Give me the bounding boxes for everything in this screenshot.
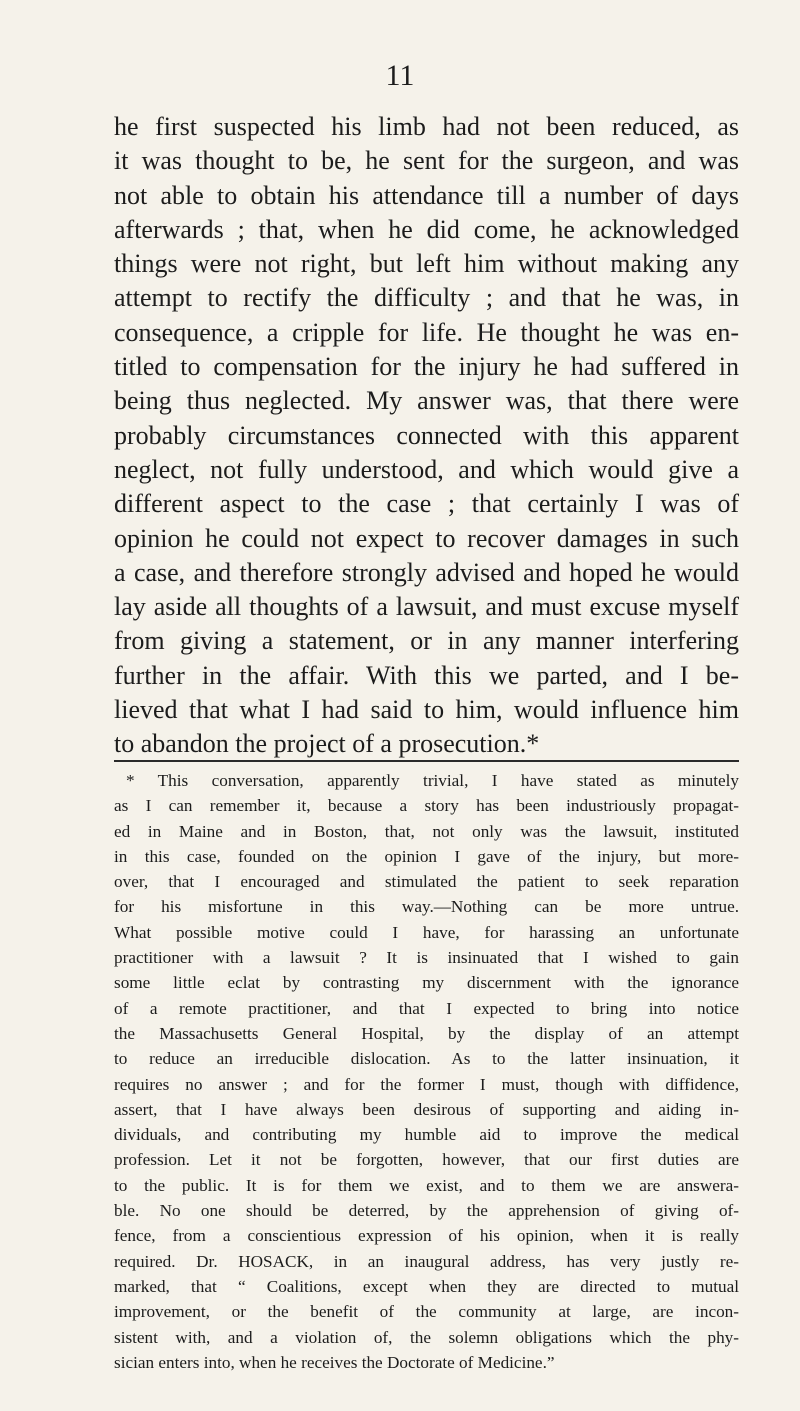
text-line: afterwards ; that, when he did come, he acknowledged [114,214,739,244]
footnote-line: sistent with, and a violation of, the solemn obligations which the phy- [114,1327,739,1347]
text-line: from giving a statement, or in any manner interfering [114,626,739,656]
text-line: neglect, not fully understood, and which would give a [114,454,739,484]
footnote-line: assert, that I have always been desirous of supporting and aiding in- [114,1099,739,1119]
footnote-line: required. Dr. HOSACK, in an inaugural address, has very justly re- [114,1251,739,1271]
footnote [114,768,739,1375]
footnote-divider [114,760,739,762]
text-line: lieved that what I had said to him, would influence him [114,695,739,725]
text-line: it was thought to be, he sent for the surgeon, and was [114,146,739,176]
footnote-line: * This conversation, apparently trivial, I have stated as minutely [126,771,739,790]
text-line: to abandon the project of a prosecution.* [114,729,540,759]
page-number: 11 [385,59,415,92]
text-line: lay aside all thoughts of a lawsuit, and must excuse myself [114,592,739,622]
footnote-line: profession. Let it not be forgotten, however, that our first duties are [114,1150,739,1170]
text-line: a case, and therefore strongly advised and hoped he would [114,557,739,587]
footnote-line: some little eclat by contrasting my discernment with the ignorance [114,973,739,993]
footnote-line: of a remote practitioner, and that I expected to bring into notice [114,998,739,1018]
footnote-line: requires no answer ; and for the former I must, though with diffidence, [114,1074,739,1094]
footnote-line: What possible motive could I have, for harassing an unfortunate [114,922,739,942]
footnote-line: fence, from a conscientious expression of his opinion, when it is really [114,1226,739,1246]
text-line: things were not right, but left him without making any [114,249,739,279]
footnote-line: sician enters into, when he receives the Doctorate of Medicine.” [114,1352,555,1372]
text-line: opinion he could not expect to recover damages in such [114,523,739,553]
footnote-line: dividuals, and contributing my humble aid to improve the medical [114,1125,739,1145]
footnote-line: in this case, founded on the opinion I gave of the injury, but more- [114,846,739,866]
text-line: he first suspected his limb had not been reduced, as [114,112,739,141]
footnote-line: ble. No one should be deterred, by the apprehension of giving of- [114,1201,739,1221]
footnote-line: as I can remember it, because a story has been industriously propagat- [114,796,739,816]
text-line: attempt to rectify the difficulty ; and that he was, in [114,283,739,313]
footnote-line: to the public. It is for them we exist, and to them we are answera- [114,1175,739,1195]
text-line: not able to obtain his attendance till a number of days [114,180,739,210]
footnote-line: the Massachusetts General Hospital, by the display of an attempt [114,1023,739,1043]
footnote-line: to reduce an irreducible dislocation. As to the latter insinuation, it [114,1049,739,1069]
text-line: probably circumstances connected with this apparent [114,420,739,450]
text-line: being thus neglected. My answer was, that there were [114,386,739,416]
footnote-line: ed in Maine and in Boston, that, not only was the lawsuit, instituted [114,821,739,841]
text-line: further in the affair. With this we parted, and I be- [114,660,739,690]
text-line: consequence, a cripple for life. He thought he was en- [114,317,739,347]
main-paragraph [114,110,739,762]
footnote-line: marked, that “ Coalitions, except when they are directed to mutual [114,1276,739,1296]
footnote-line: for his misfortune in this way.—Nothing can be more untrue. [114,897,739,917]
footnote-line: over, that I encouraged and stimulated the patient to seek reparation [114,872,739,892]
footnote-line: improvement, or the benefit of the community at large, are incon- [114,1302,739,1322]
footnote-line: practitioner with a lawsuit ? It is insinuated that I wished to gain [114,948,739,968]
text-line: titled to compensation for the injury he had suffered in [114,352,739,382]
text-line: different aspect to the case ; that certainly I was of [114,489,739,519]
